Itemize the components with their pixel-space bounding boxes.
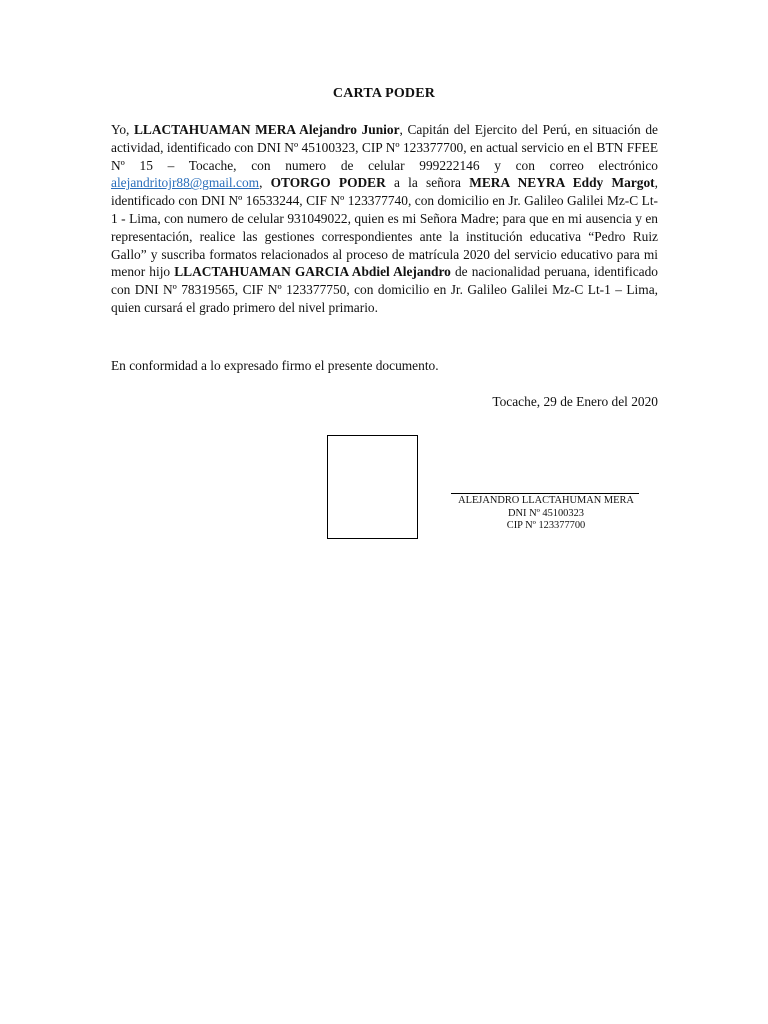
document-title: CARTA PODER	[332, 86, 436, 101]
grant-power-label: OTORGO PODER	[270, 175, 386, 191]
signatory-cip: CIP Nº 123377700	[506, 520, 586, 531]
place-date-line: Tocache, 29 de Enero del 2020	[492, 394, 658, 409]
body-paragraph	[111, 121, 658, 317]
text-segment: Yo,	[111, 122, 134, 137]
signature-line	[451, 493, 639, 494]
text-segment: , Capitán del Ejercito del Perú, en situación de actividad, identificado con DNI Nº 45100323, CIP Nº 123377700, en actual servicio en el BTN FFEE Nº 15 – Tocache, con numero de celular 999222146 y con correo electrónico	[111, 122, 658, 173]
student-name: LLACTAHUAMAN GARCIA Abdiel Alejandro	[174, 264, 451, 280]
text-segment: ,	[259, 175, 271, 191]
fingerprint-box	[327, 435, 418, 539]
grantee-name: MERA NEYRA Eddy Margot	[469, 175, 655, 191]
text-segment: , identificado con DNI Nº 16533244, CIF Nº 123377740, con domicilio en Jr. Galileo Galilei Mz-C Lt-1 - Lima, con numero de celular 931049022, quien es mi Señora Madre; para que en mi ausencia y en representación, realice las gestiones correspondientes ante la institución educativa “Pedro Ruiz Gallo” y suscriba formatos relacionados al proceso de matrícula 2020 del servicio educativo para mi menor hijo	[111, 175, 658, 280]
signatory-dni: DNI Nº 45100323	[508, 507, 584, 519]
signature-block	[446, 495, 646, 533]
text-segment: de nacionalidad peruana, identificado con DNI Nº 78319565, CIF Nº 123377750, con domicilio en Jr. Galileo Galilei Mz-C Lt-1 – Lima, quien cursará el grado primero del nivel primario.	[111, 264, 658, 315]
text-segment: a la señora	[385, 175, 470, 191]
conformity-statement: En conformidad a lo expresado firmo el presente documento.	[111, 358, 439, 373]
email-link[interactable]: alejandritojr88@gmail.com	[111, 175, 260, 191]
signatory-name: ALEJANDRO LLACTAHUMAN MERA	[458, 495, 634, 506]
grantor-name: LLACTAHUAMAN MERA Alejandro Junior	[133, 122, 400, 137]
